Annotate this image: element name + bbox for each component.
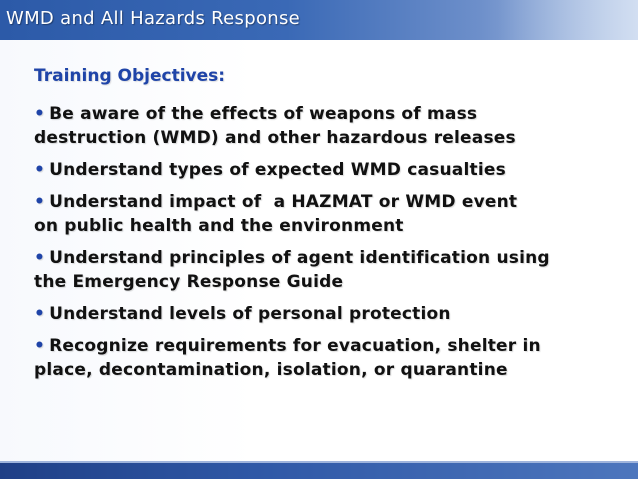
bullet-item	[34, 334, 624, 382]
bullet-dot-icon: •	[34, 304, 46, 324]
slide-title: WMD and All Hazards Response	[6, 8, 301, 29]
bullet-dot-icon: •	[34, 248, 46, 268]
bullet-list	[34, 102, 624, 390]
bullet-item	[34, 190, 624, 238]
bullet-line: the Emergency Response Guide	[34, 272, 344, 292]
bullet-item	[34, 246, 624, 294]
bullet-line: place, decontamination, isolation, or quarantine	[34, 360, 508, 380]
bullet-line: on public health and the environment	[34, 216, 404, 236]
bullet-dot-icon: •	[34, 104, 46, 124]
bullet-line: Understand principles of agent identification using	[49, 248, 550, 268]
bullet-item	[34, 302, 624, 326]
bullet-line: Recognize requirements for evacuation, shelter in	[49, 336, 541, 356]
title-bar	[0, 0, 638, 40]
footer-bar	[0, 463, 638, 479]
bullet-line: destruction (WMD) and other hazardous releases	[34, 128, 516, 148]
bullet-line: Be aware of the effects of weapons of mass	[49, 104, 478, 124]
bullet-dot-icon: •	[34, 336, 46, 356]
title-bar-highlight	[498, 0, 638, 40]
bullet-line: Understand types of expected WMD casualties	[49, 160, 506, 180]
slide-subtitle: Training Objectives:	[34, 66, 226, 86]
bullet-dot-icon: •	[34, 160, 46, 180]
bullet-item	[34, 102, 624, 150]
bullet-line: Understand impact of a HAZMAT or WMD event	[49, 192, 518, 212]
bullet-dot-icon: •	[34, 192, 46, 212]
bullet-line: Understand levels of personal protection	[49, 304, 451, 324]
bullet-item	[34, 158, 624, 182]
